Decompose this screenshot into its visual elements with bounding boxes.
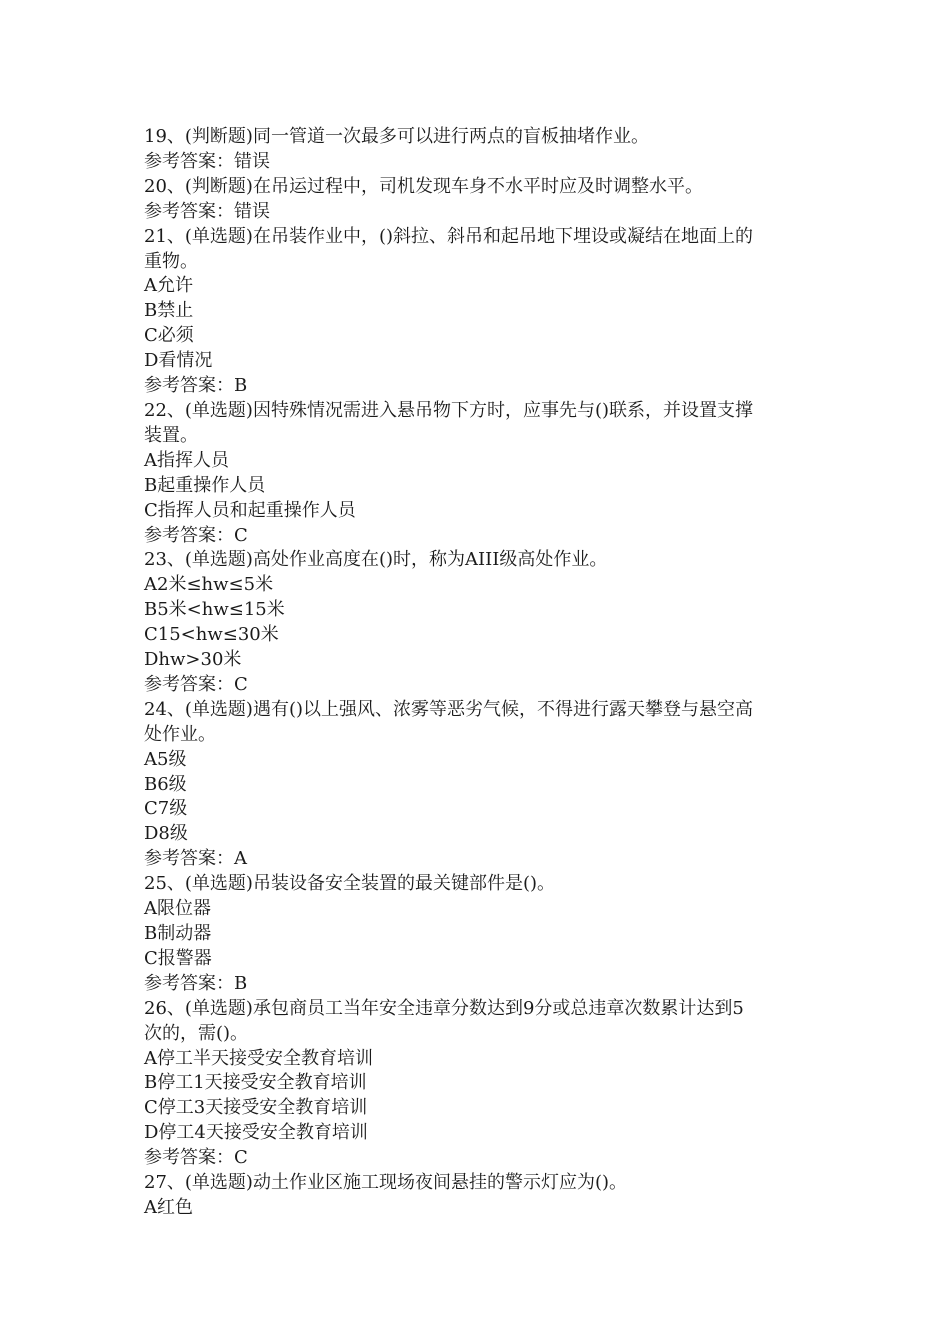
text-line: 20、(判断题)在吊运过程中，司机发现车身不水平时应及时调整水平。 <box>144 175 703 197</box>
text-line: A限位器 <box>144 898 211 920</box>
text-line: C7级 <box>144 798 188 820</box>
text-line: 处作业。 <box>144 723 216 745</box>
text-line: C报警器 <box>144 947 212 969</box>
text-line: C停工3天接受安全教育培训 <box>144 1097 368 1119</box>
text-line: 参考答案：B <box>144 375 248 397</box>
text-line: 装置。 <box>144 424 198 446</box>
question-list <box>144 125 804 1221</box>
text-line: 参考答案：错误 <box>144 200 270 222</box>
text-line: 22、(单选题)因特殊情况需进入悬吊物下方时，应事先与()联系，并设置支撑 <box>144 399 753 421</box>
text-line: Dhw>30米 <box>144 649 242 671</box>
text-line: 参考答案：C <box>144 1147 248 1169</box>
text-line: A红色 <box>144 1196 193 1218</box>
text-line: 25、(单选题)吊装设备安全装置的最关键部件是()。 <box>144 873 555 895</box>
text-line: B6级 <box>144 773 187 795</box>
text-line: 19、(判断题)同一管道一次最多可以进行两点的盲板抽堵作业。 <box>144 126 649 147</box>
text-line: 26、(单选题)承包商员工当年安全违章分数达到9分或总违章次数累计达到5 <box>144 997 744 1019</box>
text-line: A2米≤hw≤5米 <box>144 574 274 596</box>
text-line: 24、(单选题)遇有()以上强风、浓雾等恶劣气候，不得进行露天攀登与悬空高 <box>144 698 753 720</box>
text-line: 23、(单选题)高处作业高度在()时，称为AIII级高处作业。 <box>144 549 608 571</box>
text-line: A允许 <box>144 275 193 297</box>
text-line: 27、(单选题)动土作业区施工现场夜间悬挂的警示灯应为()。 <box>144 1172 627 1194</box>
text-line: 次的，需()。 <box>144 1022 249 1044</box>
text-line: D看情况 <box>144 350 213 372</box>
text-line: 参考答案：B <box>144 972 248 994</box>
text-line: 参考答案：错误 <box>144 150 270 172</box>
text-line: C指挥人员和起重操作人员 <box>144 499 356 521</box>
text-line: 重物。 <box>144 250 198 272</box>
text-line: 参考答案：C <box>144 673 248 695</box>
text-line: 参考答案：C <box>144 524 248 546</box>
text-line: A指挥人员 <box>144 449 229 471</box>
text-line: A5级 <box>144 748 187 770</box>
text-line: B起重操作人员 <box>144 474 266 496</box>
text-line: D8级 <box>144 823 188 845</box>
text-line: B5米<hw≤15米 <box>144 599 285 621</box>
text-line: B禁止 <box>144 300 194 322</box>
text-line: C必须 <box>144 325 194 347</box>
text-line: B停工1天接受安全教育培训 <box>144 1072 367 1094</box>
text-line: B制动器 <box>144 923 212 944</box>
text-line: 21、(单选题)在吊装作业中，()斜拉、斜吊和起吊地下埋设或凝结在地面上的 <box>144 225 753 247</box>
text-line: 参考答案：A <box>144 848 247 870</box>
text-line: D停工4天接受安全教育培训 <box>144 1122 368 1144</box>
text-line: A停工半天接受安全教育培训 <box>144 1047 373 1069</box>
text-line: C15<hw≤30米 <box>144 624 279 646</box>
